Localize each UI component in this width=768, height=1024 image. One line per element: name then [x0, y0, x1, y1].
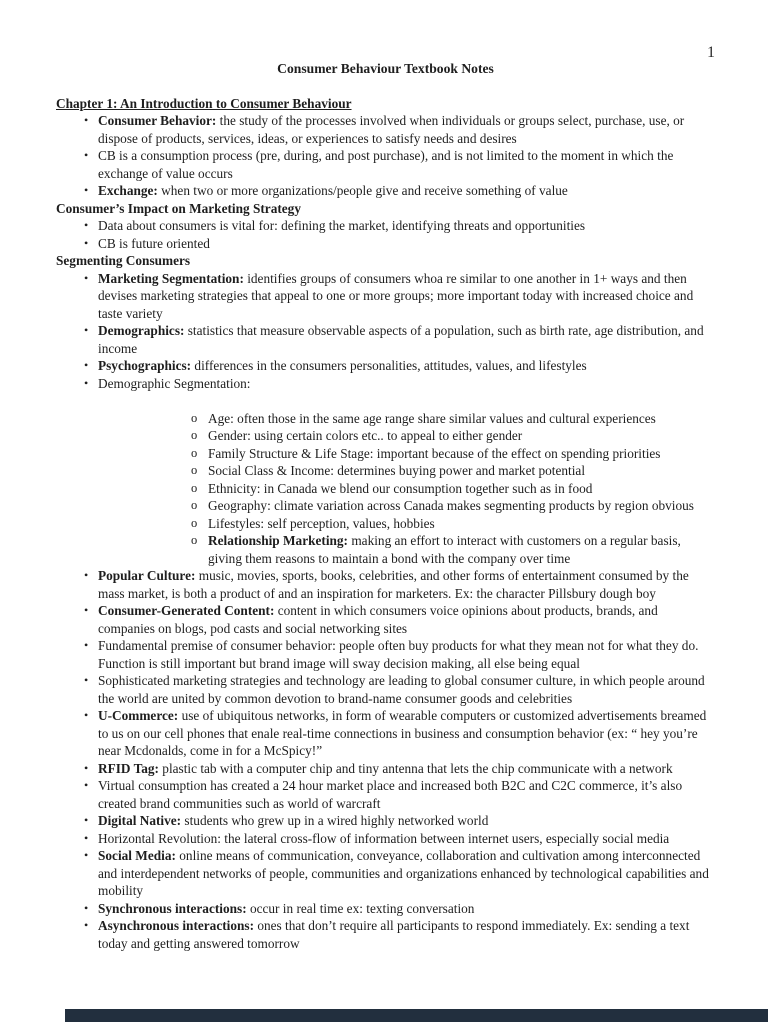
list-item-text: Lifestyles: self perception, values, hobbies — [208, 515, 435, 531]
list-item-text: Demographics: statistics that measure observable aspects of a population, such as birth rate, age distribution, and income — [98, 323, 704, 356]
list-item — [56, 812, 715, 830]
list-item-text: Popular Culture: music, movies, sports, books, celebrities, and other forms of entertainment consumed by the mass market, is both a product of and an inspiration for marketers. Ex: the character Pillsbury dough boy — [98, 568, 689, 601]
sub-list-item — [56, 515, 715, 533]
list-item-text: RFID Tag: plastic tab with a computer chip and tiny antenna that lets the chip communicate with a network — [98, 760, 673, 776]
disc-bullet-marker: • — [84, 778, 89, 792]
document-body — [56, 60, 715, 952]
disc-bullet-marker: • — [84, 918, 89, 932]
blank-line — [56, 392, 715, 410]
sub-list-item — [56, 462, 715, 480]
list-item-text: Social Class & Income: determines buying power and market potential — [208, 463, 586, 478]
list-item — [56, 777, 715, 812]
term-label: Synchronous interactions: — [98, 900, 247, 916]
list-item-text: U-Commerce: use of ubiquitous networks, in form of wearable computers or customized advertisements breamed to us on our cell phones that enale real-time connections in business and consumption behavior (ex: “ hey you’re near Mcdonalds, come in for a McSpicy!” — [98, 708, 707, 758]
term-label: Relationship Marketing: — [208, 533, 348, 548]
disc-bullet-marker: • — [84, 270, 89, 285]
list-item — [56, 217, 715, 235]
list-item — [56, 235, 715, 253]
disc-bullet-marker: • — [84, 848, 89, 862]
list-item — [56, 147, 715, 182]
chapter-heading: Chapter 1: An Introduction to Consumer Behaviour — [56, 95, 352, 111]
disc-bullet-marker: • — [84, 183, 89, 197]
sub-list-item — [56, 427, 715, 445]
list-item — [56, 322, 715, 357]
list-item — [56, 637, 715, 672]
disc-bullet-marker: • — [84, 148, 89, 162]
disc-bullet-marker: • — [84, 375, 89, 390]
list-item-text: Data about consumers is vital for: defining the market, identifying threats and opportunities — [98, 218, 586, 233]
term-label: Demographics: — [98, 323, 185, 338]
list-item-text: Asynchronous interactions: ones that don’t require all participants to respond immediately. Ex: sending a text today and getting answered tomorrow — [98, 918, 690, 951]
disc-bullet-marker: • — [84, 830, 89, 845]
disc-bullet-marker: • — [84, 358, 89, 372]
list-item-text: Ethnicity: in Canada we blend our consumption together such as in food — [208, 480, 593, 496]
list-item-text: Virtual consumption has created a 24 hour market place and increased both B2C and C2C commerce, it’s also created brand communities such as world of warcraft — [98, 778, 683, 811]
list-item-text: Consumer-Generated Content: content in which consumers voice opinions about products, brands, and companies on blogs, pod casts and social networking sites — [98, 603, 658, 636]
term-label: Exchange: — [98, 183, 158, 198]
circle-bullet-marker: o — [191, 445, 198, 460]
list-item — [56, 672, 715, 707]
circle-bullet-marker: o — [191, 410, 198, 425]
term-label: RFID Tag: — [98, 760, 159, 776]
list-item-text: Gender: using certain colors etc.. to appeal to either gender — [208, 428, 523, 443]
disc-bullet-marker: • — [84, 218, 89, 232]
disc-bullet-marker: • — [84, 673, 89, 687]
term-label: Consumer-Generated Content: — [98, 603, 275, 618]
section-heading: Consumer’s Impact on Marketing Strategy — [56, 200, 301, 216]
disc-bullet-marker: • — [84, 813, 89, 827]
disc-bullet-marker: • — [84, 323, 89, 337]
list-item-text: Synchronous interactions: occur in real time ex: texting conversation — [98, 900, 475, 916]
list-item-text: Digital Native: students who grew up in a wired highly networked world — [98, 813, 489, 828]
document-title: Consumer Behaviour Textbook Notes — [277, 61, 494, 76]
list-item-text: CB is a consumption process (pre, during, and post purchase), and is not limited to the moment in which the exchange of value occurs — [98, 148, 674, 181]
disc-bullet-marker: • — [84, 708, 89, 722]
term-label: Asynchronous interactions: — [98, 918, 255, 933]
list-item — [56, 760, 715, 778]
circle-bullet-marker: o — [191, 498, 198, 512]
disc-bullet-marker: • — [84, 235, 89, 250]
list-item-text: CB is future oriented — [98, 235, 210, 251]
disc-bullet-marker: • — [84, 568, 89, 582]
list-item-text: Geography: climate variation across Canada makes segmenting products by region obvious — [208, 498, 694, 513]
list-item — [56, 270, 715, 323]
disc-bullet-marker: • — [84, 900, 89, 915]
circle-bullet-marker: o — [191, 533, 198, 547]
list-item-text: Marketing Segmentation: identifies groups of consumers whoa re similar to one another in 1+ ways and then devises marketing strategies that appeal to one or more groups; more important today with increased choice and taste variety — [98, 270, 694, 321]
term-label: Marketing Segmentation: — [98, 270, 244, 286]
list-item-text: Psychographics: differences in the consumers personalities, attitudes, values, and lifestyles — [98, 358, 587, 373]
list-item-text: Sophisticated marketing strategies and technology are leading to global consumer culture, in which people around the world are united by common devotion to brand-name consumer goods and celebrities — [98, 673, 705, 706]
list-item-text: Fundamental premise of consumer behavior: people often buy products for what they mean not for what they do. Function is still important but brand image will sway decision making, all else being equal — [98, 638, 699, 671]
viewer-footer-bar — [65, 1009, 768, 1022]
page-number: 1 — [707, 44, 715, 61]
list-item-text: Demographic Segmentation: — [98, 375, 251, 391]
sub-list-item — [56, 497, 715, 515]
list-item — [56, 602, 715, 637]
term-label: Digital Native: — [98, 813, 182, 828]
list-item — [56, 375, 715, 393]
list-item — [56, 847, 715, 900]
list-item-text: Age: often those in the same age range share similar values and cultural experiences — [208, 410, 656, 426]
disc-bullet-marker: • — [84, 603, 89, 617]
list-item-text: Exchange: when two or more organizations/people give and receive something of value — [98, 183, 568, 198]
list-item-text: Horizontal Revolution: the lateral cross-flow of information between internet users, especially social media — [98, 830, 670, 846]
term-label: U-Commerce: — [98, 708, 179, 723]
list-item — [56, 357, 715, 375]
list-item — [56, 900, 715, 918]
sub-list-item — [56, 445, 715, 463]
disc-bullet-marker: • — [84, 760, 89, 775]
circle-bullet-marker: o — [191, 463, 198, 477]
list-item — [56, 707, 715, 760]
disc-bullet-marker: • — [84, 638, 89, 652]
list-item-text: Social Media: online means of communication, conveyance, collaboration and cultivation among interconnected and interdependent networks of people, communities and organizations enhanced by technological capabilities and mobility — [98, 848, 709, 898]
list-item — [56, 182, 715, 200]
term-label: Psychographics: — [98, 358, 192, 373]
term-label: Popular Culture: — [98, 568, 196, 583]
circle-bullet-marker: o — [191, 515, 198, 530]
circle-bullet-marker: o — [191, 480, 198, 495]
list-item-text: Consumer Behavior: the study of the processes involved when individuals or groups select, purchase, use, or dispose of products, services, ideas, or experiences to satisfy needs and desires — [98, 113, 685, 146]
list-item — [56, 917, 715, 952]
term-label: Social Media: — [98, 848, 176, 863]
list-item — [56, 112, 715, 147]
circle-bullet-marker: o — [191, 428, 198, 442]
list-item — [56, 830, 715, 848]
list-item-text: Family Structure & Life Stage: important because of the effect on spending priorities — [208, 445, 661, 461]
list-item-text: Relationship Marketing: making an effort to interact with customers on a regular basis, giving them reasons to maintain a bond with the company over time — [208, 533, 681, 566]
sub-list-item — [56, 532, 715, 567]
sub-list-item — [56, 480, 715, 498]
term-label: Consumer Behavior: — [98, 113, 217, 128]
disc-bullet-marker: • — [84, 113, 89, 127]
section-heading: Segmenting Consumers — [56, 253, 191, 268]
sub-list-item — [56, 410, 715, 428]
list-item — [56, 567, 715, 602]
